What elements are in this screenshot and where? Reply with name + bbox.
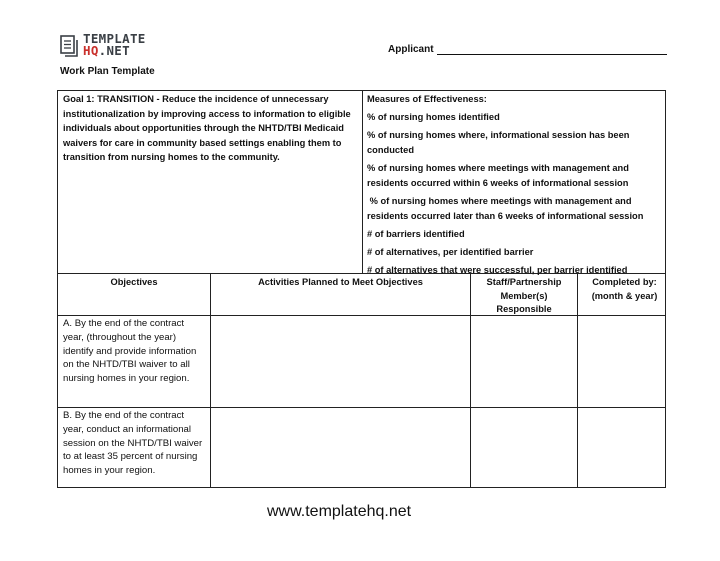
table-header-row [58, 274, 665, 316]
staff-cell[interactable] [471, 408, 578, 487]
completed-by-cell[interactable] [578, 408, 665, 487]
document-title: Work Plan Template [60, 66, 155, 77]
goal-row [58, 91, 665, 274]
work-plan-table [57, 90, 666, 488]
staff-cell[interactable] [471, 316, 578, 407]
objective-cell: B. By the end of the contract year, conduct an informational session on the NHTD/TBI waiver to at least 35 percent of nursing homes in your region. [58, 408, 211, 487]
header-completed-by: Completed by: (month & year) [591, 277, 658, 301]
logo-hq: HQ [83, 43, 99, 58]
activities-cell[interactable] [211, 408, 471, 487]
measures-of-effectiveness [363, 91, 665, 273]
applicant-label: Applicant [388, 44, 434, 55]
logo-line-2 [83, 45, 146, 57]
logo-net: .NET [98, 43, 130, 58]
measure-item: % of nursing homes where meetings with management and residents occurred later than 6 weeks of informational session [367, 196, 644, 221]
table-row [58, 408, 665, 487]
document-icon [60, 35, 80, 59]
completed-by-cell[interactable] [578, 316, 665, 407]
measure-item: % of nursing homes where meetings with management and residents occurred within 6 weeks of informational session [367, 163, 629, 188]
header-objectives: Objectives [58, 274, 211, 315]
measure-item: % of nursing homes where, informational session has been conducted [367, 130, 630, 155]
measures-title: Measures of Effectiveness: [367, 94, 487, 104]
measure-item: # of alternatives that were successful, per barrier identified [367, 265, 628, 275]
goal-description: Goal 1: TRANSITION - Reduce the incidence of unnecessary institutionalization by improving access to information to eligible individuals about opportunities through the NHTD/TBI Medicaid waivers for care in community based settings enabling them to transition from nursing homes to the community. [58, 91, 363, 273]
measure-item: # of barriers identified [367, 229, 465, 239]
logo-line-1: TEMPLATE [83, 31, 146, 46]
website-url[interactable]: www.templatehq.net [267, 503, 412, 520]
objective-cell: A. By the end of the contract year, (throughout the year) identify and provide information on the NHTD/TBI waiver to all nursing homes in your region. [58, 316, 211, 407]
header-staff: Staff/Partnership Member(s) Responsible [471, 274, 578, 315]
header-activities: Activities Planned to Meet Objectives [211, 274, 471, 315]
measure-item: # of alternatives, per identified barrier [367, 247, 534, 257]
measure-item: % of nursing homes identified [367, 112, 500, 122]
templatehq-logo [60, 33, 160, 61]
activities-cell[interactable] [211, 316, 471, 407]
table-row [58, 316, 665, 408]
applicant-field [388, 44, 667, 55]
logo-wordmark [83, 33, 146, 57]
applicant-input-line[interactable] [437, 44, 667, 55]
